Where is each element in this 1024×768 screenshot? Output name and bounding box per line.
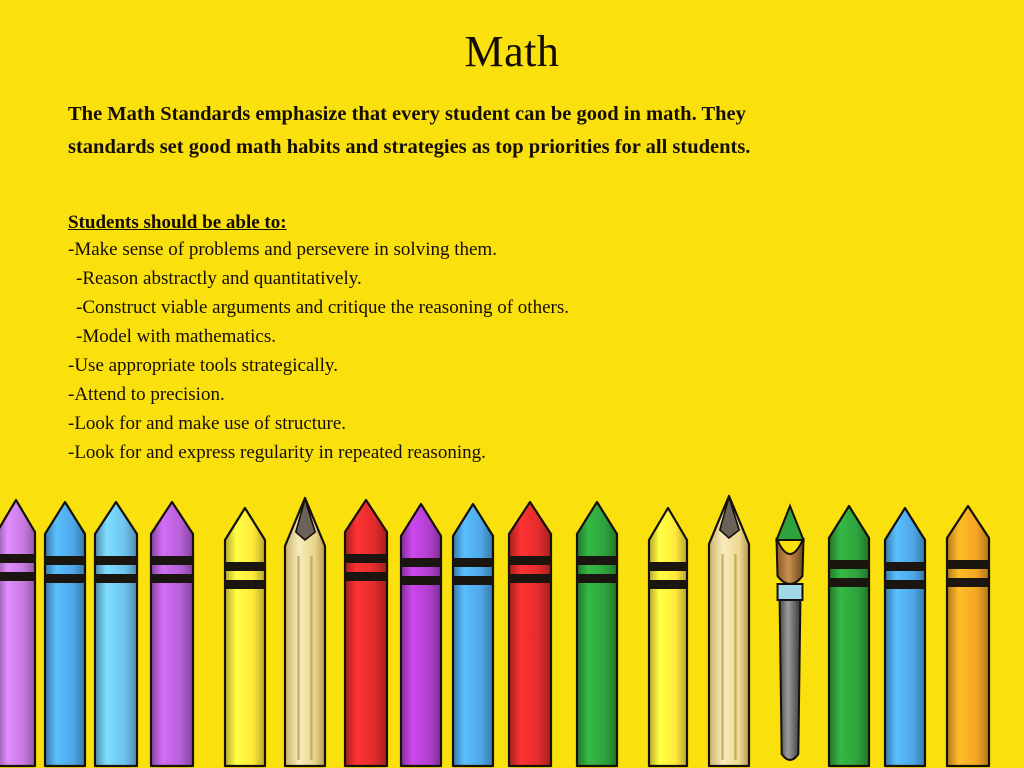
crayon-icon [450,502,496,768]
paintbrush-icon [764,502,816,768]
crayon-icon [0,498,38,768]
pencil-icon [282,496,328,768]
crayon-icon [92,500,140,768]
list-item: -Attend to precision. [68,383,225,405]
crayon-icon [148,500,196,768]
standards-list [68,236,828,467]
list-item: -Reason abstractly and quantitatively. [76,268,362,290]
slide-body [68,98,828,467]
crayon-icon [506,500,554,768]
list-item: -Model with mathematics. [76,326,276,348]
list-item: -Look for and make use of structure. [68,412,347,434]
sub-heading: Students should be able to: [68,212,287,234]
crayon-icon [882,506,928,768]
crayon-icon [398,502,444,768]
crayon-border-illustration [0,488,1024,768]
crayon-icon [944,504,992,768]
crayon-icon [42,500,88,768]
crayon-icon [646,506,690,768]
list-item: -Look for and express regularity in repeated reasoning. [68,441,486,463]
page-title: Math [464,27,560,76]
crayon-icon [342,498,390,768]
crayon-icon [826,504,872,768]
pencil-icon [706,494,752,768]
intro-paragraph: The Math Standards emphasize that every student can be good in math. They standards set good math habits and strategies as top priorities for all students. [68,103,751,159]
list-item: -Make sense of problems and persevere in solving them. [68,239,497,261]
crayon-icon [574,500,620,768]
crayon-icon [222,506,268,768]
list-item: -Use appropriate tools strategically. [68,354,338,376]
list-item: -Construct viable arguments and critique the reasoning of others. [76,297,569,319]
